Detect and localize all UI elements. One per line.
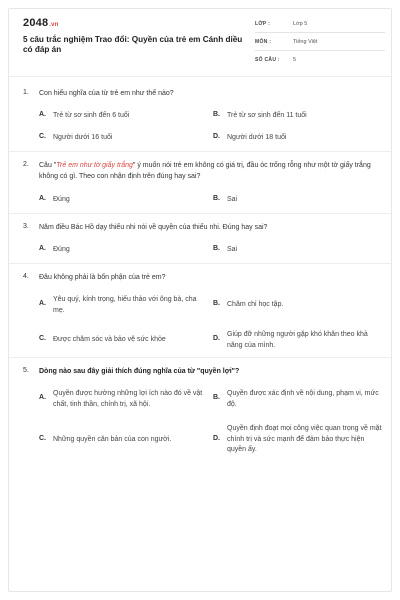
meta-subject bbox=[255, 35, 385, 51]
quiz-header bbox=[9, 9, 391, 77]
question-number: 5. bbox=[23, 367, 29, 374]
option-letter: A. bbox=[39, 111, 46, 118]
option-letter: B. bbox=[213, 111, 220, 118]
meta-grade-value: Lớp 5 bbox=[293, 21, 308, 27]
divider bbox=[9, 151, 391, 152]
option-text: Sai bbox=[227, 196, 238, 203]
option-text: Được chăm sóc và bảo vệ sức khỏe bbox=[53, 336, 166, 343]
option-letter: B. bbox=[213, 300, 220, 307]
option-letter: A. bbox=[39, 195, 46, 202]
option-text: Quyền được xác định về nội dung, phạm vi, mức độ. bbox=[227, 390, 379, 408]
quiz-title: 5 câu trắc nghiệm Trao đổi: Quyền của trẻ em Cánh diều có đáp án bbox=[23, 35, 243, 54]
meta-subject-value: Tiếng Việt bbox=[293, 39, 318, 45]
option-text: Trẻ từ sơ sinh đến 11 tuổi bbox=[227, 112, 307, 119]
logo-suffix: .vn bbox=[49, 22, 59, 28]
question-text: Con hiểu nghĩa của từ trẻ em như thế nào? bbox=[39, 90, 174, 97]
question-number: 4. bbox=[23, 273, 29, 280]
question-text: Dòng nào sau đây giải thích đúng nghĩa của từ "quyền lợi"? bbox=[39, 368, 240, 375]
option-text: Đúng bbox=[53, 196, 70, 203]
question-text-end: " ý muốn nói trẻ em không có giá trị, đầu óc trống rỗng như một tờ giấy trắng không có gì. Theo con nhận định trên đúng hay sai? bbox=[39, 162, 371, 180]
option-letter: C. bbox=[39, 133, 46, 140]
option-letter: A. bbox=[39, 300, 46, 307]
option-letter: C. bbox=[39, 435, 46, 442]
option-letter: D. bbox=[213, 335, 220, 342]
option-text: Chăm chỉ học tập. bbox=[227, 301, 284, 308]
question-number: 1. bbox=[23, 89, 29, 96]
question-text-start: Câu " bbox=[39, 162, 57, 169]
quoted-phrase: Trẻ em như tờ giấy trắng bbox=[56, 162, 133, 169]
option-letter: C. bbox=[39, 335, 46, 342]
option-text: Đúng bbox=[53, 246, 70, 253]
option-letter: B. bbox=[213, 195, 220, 202]
divider bbox=[9, 263, 391, 264]
meta-count-label: SỐ CÂU : bbox=[255, 57, 280, 63]
meta-grade-label: LỚP : bbox=[255, 21, 271, 27]
option-text: Trẻ từ sơ sinh đến 6 tuổi bbox=[53, 112, 130, 119]
meta-grade bbox=[255, 17, 385, 33]
question-number: 2. bbox=[23, 161, 29, 168]
option-text: Người dưới 18 tuổi bbox=[227, 134, 287, 141]
meta-count bbox=[255, 53, 385, 69]
option-letter: A. bbox=[39, 245, 46, 252]
option-letter: B. bbox=[213, 394, 220, 401]
question-text: Năm điều Bác Hồ dạy thiếu nhi nói về quyền của thiếu nhi. Đúng hay sai? bbox=[39, 224, 268, 231]
option-text: Sai bbox=[227, 246, 238, 253]
question-text: Đâu không phải là bổn phận của trẻ em? bbox=[39, 274, 166, 281]
option-text: Quyền được hưởng những lợi ích nào đó về vật chất, tinh thần, chính trị, xã hội. bbox=[53, 390, 203, 408]
option-letter: B. bbox=[213, 245, 220, 252]
meta-count-value: 5 bbox=[293, 57, 297, 63]
divider bbox=[9, 213, 391, 214]
divider bbox=[9, 357, 391, 358]
option-letter: A. bbox=[39, 394, 46, 401]
question-number: 3. bbox=[23, 223, 29, 230]
logo-text: 2048 bbox=[23, 17, 49, 29]
option-letter: D. bbox=[213, 133, 220, 140]
quiz-page bbox=[8, 8, 392, 592]
option-text: Quyền định đoạt mọi công việc quan trọng về mặt chính trị và sức mạnh để đảm bảo thực hiện quyền ấy. bbox=[227, 425, 382, 453]
meta-subject-label: MÔN : bbox=[255, 39, 272, 45]
option-letter: D. bbox=[213, 435, 220, 442]
option-text: Người dưới 16 tuổi bbox=[53, 134, 113, 141]
option-text: Yêu quý, kính trọng, hiếu thảo với ông bà, cha mẹ. bbox=[53, 296, 197, 314]
question-text bbox=[39, 161, 385, 182]
site-logo[interactable] bbox=[23, 17, 59, 29]
option-text: Những quyền căn bản của con người. bbox=[53, 436, 172, 443]
option-text: Giúp đỡ những người gặp khó khăn theo khả năng của mình. bbox=[227, 331, 368, 349]
